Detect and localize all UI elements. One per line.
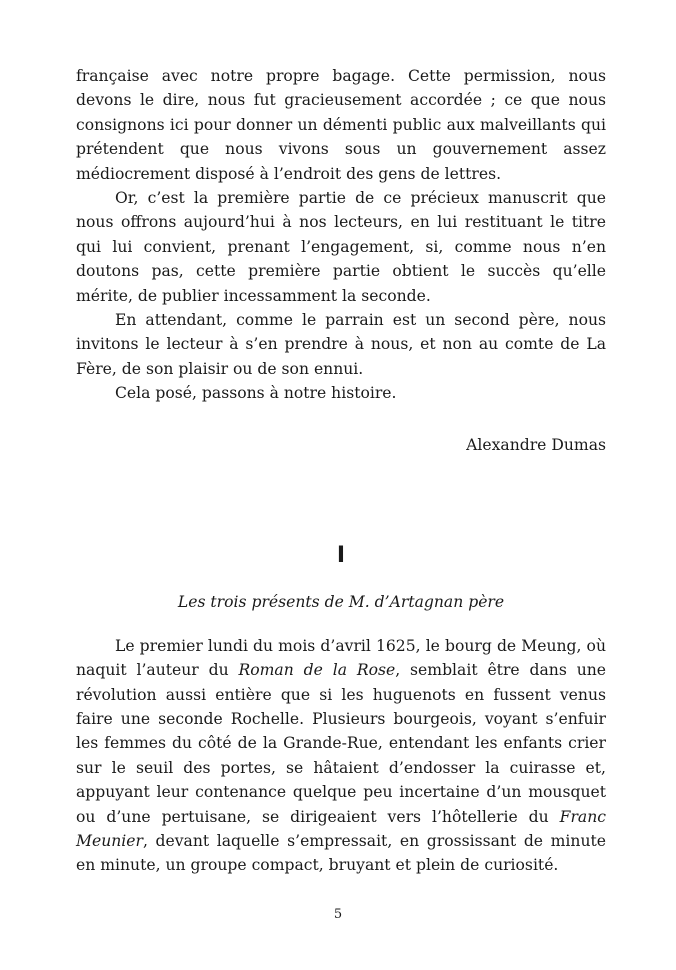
chapter-title: Les trois présents de M. d’Artagnan père bbox=[177, 592, 505, 611]
italic-title-roman-de-la-rose: Roman de la Rose bbox=[238, 661, 396, 680]
chapter-text-part-3: , devant laquelle s’empressait, en grossissant de minute en minute, un groupe compact, bruyant et plein de curiosité. bbox=[76, 831, 606, 875]
preface-paragraph-2: Or, c’est la première partie de ce précieux manuscrit que nous offrons aujourd’hui à nos lecteurs, en lui restituant le titre qui lui convient, prenant l’engagement, si, comme nous n’en doutons pas, cette première partie obtient le succès qu’elle mérite, de publier incessamment la seconde. bbox=[76, 189, 606, 305]
preface-text bbox=[76, 64, 606, 406]
chapter-text-part-2: , semblait être dans une révolution aussi entière que si les huguenots en fussent venus faire une seconde Rochelle. Plusieurs bourgeois, voyant s’enfuir les femmes du côté de la Grande-Rue, entendant les enfants crier sur le seuil des portes, se hâtaient d’endosser la cuirasse et, appuyant leur contenance quelque peu incertaine d’un mousquet ou d’une pertuisane, se dirigeaient vers l’hôtellerie du bbox=[76, 661, 607, 826]
page-number: 5 bbox=[333, 907, 343, 922]
chapter-paragraph-1 bbox=[76, 634, 606, 878]
italic-inn-name: Franc Meunier bbox=[76, 807, 606, 850]
chapter-body bbox=[76, 634, 606, 878]
author-signature: Alexandre Dumas bbox=[466, 435, 606, 454]
preface-paragraph-1: française avec notre propre bagage. Cette permission, nous devons le dire, nous fut gracieusement accordée ; ce que nous consignons ici pour donner un démenti public aux malveillants qui prétendent que nous vivons sous un gouvernement assez médiocrement disposé à l’endroit des gens de lettres. bbox=[76, 67, 606, 183]
preface-paragraph-4: Cela posé, passons à notre histoire. bbox=[115, 384, 397, 403]
preface-paragraph-3: En attendant, comme le parrain est un second père, nous invitons le lecteur à s’en prendre à nous, et non au comte de La Fère, de son plaisir ou de son ennui. bbox=[76, 311, 606, 378]
page-content bbox=[76, 64, 606, 878]
chapter-number: I bbox=[336, 542, 346, 568]
chapter-text-part-1: Le premier lundi du mois d’avril 1625, le bourg de Meung, où naquit l’auteur du bbox=[76, 636, 606, 680]
